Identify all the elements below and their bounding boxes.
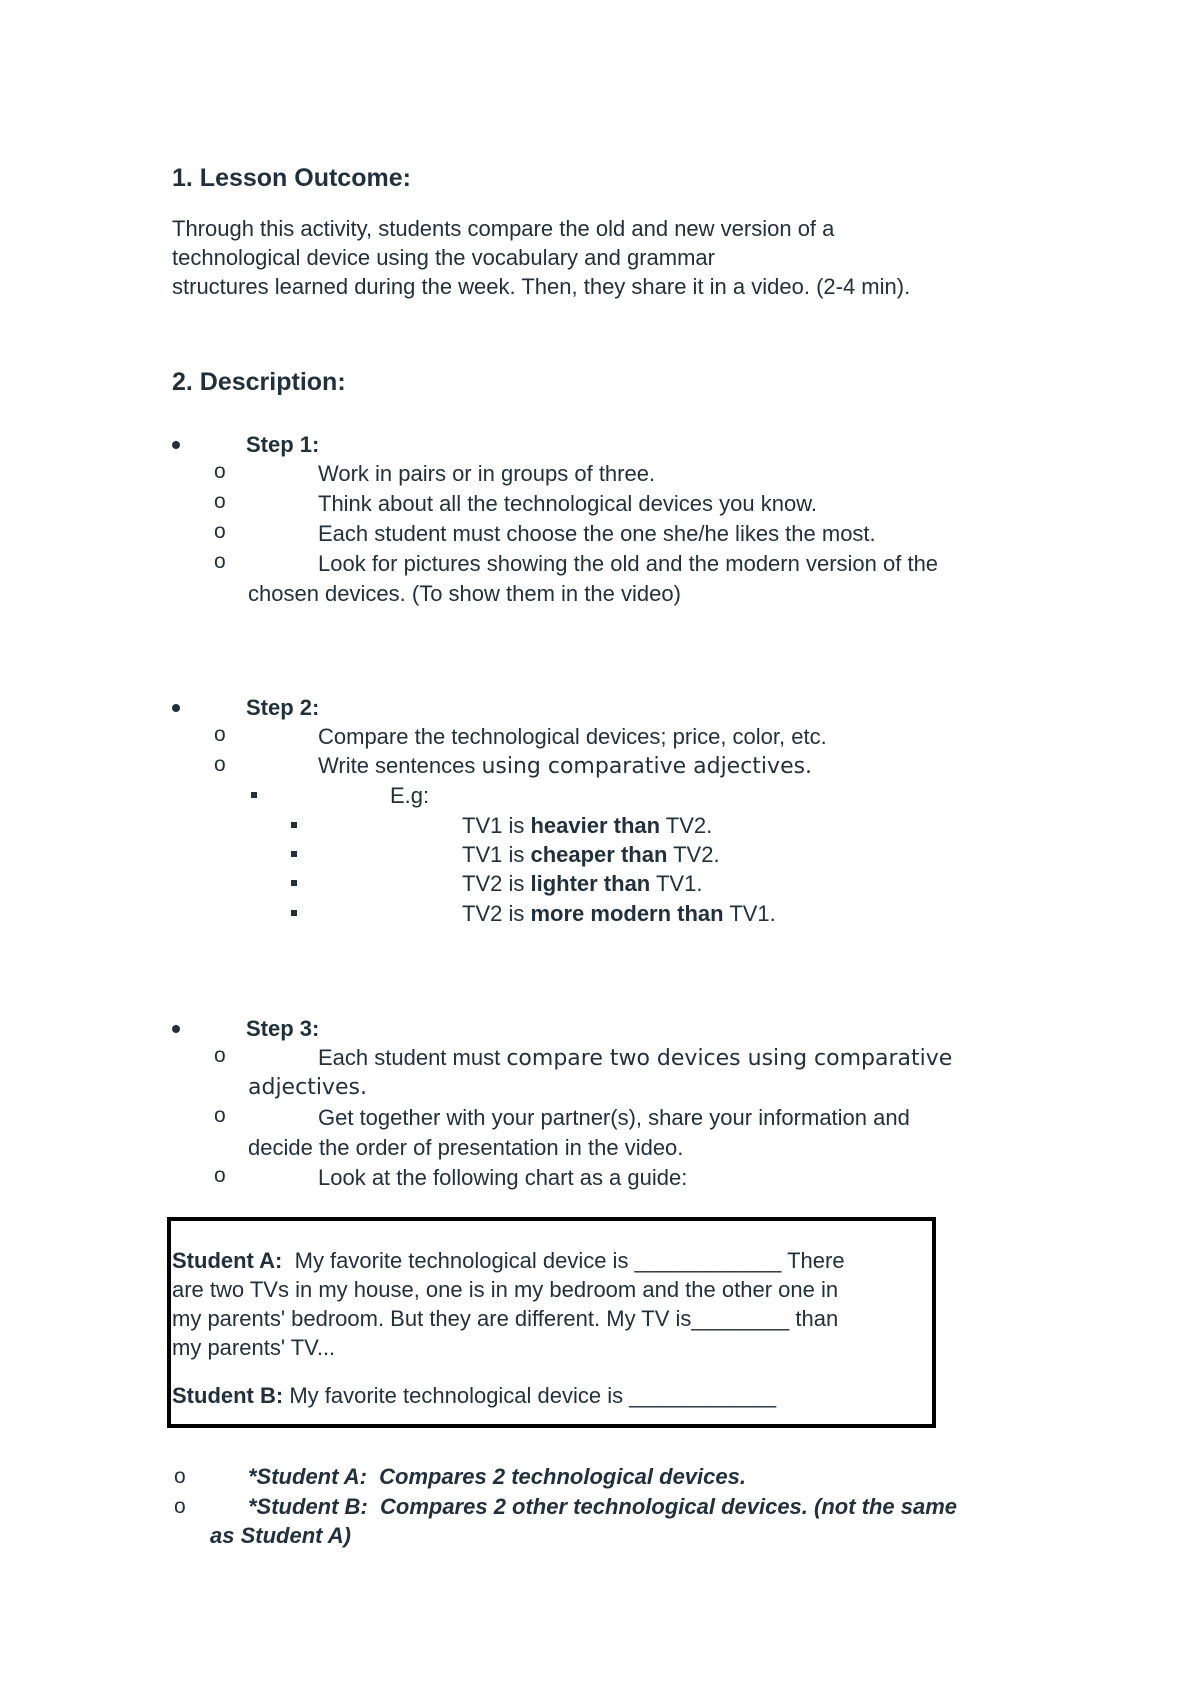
section-heading-lesson-outcome: 1. Lesson Outcome: <box>172 164 411 192</box>
student-a-label: Student A: <box>172 1248 283 1273</box>
step3-label: Step 3: <box>246 1016 320 1041</box>
bullet-disc-icon <box>172 704 180 712</box>
example-1 <box>462 811 712 840</box>
step2-eg-label: E.g: <box>390 783 430 808</box>
bullet-disc-icon <box>172 441 180 449</box>
example-text: TV1. <box>650 871 703 896</box>
example-text: TV2. <box>667 842 720 867</box>
step2-item-2-text: Write sentences <box>318 753 482 778</box>
section-heading-description: 2. Description: <box>172 368 346 396</box>
step1-item-1: Work in pairs or in groups of three. <box>318 461 656 486</box>
step1-label: Step 1: <box>246 432 320 457</box>
bullet-square-icon <box>291 910 297 916</box>
student-b-line <box>172 1381 776 1410</box>
step2-item-2 <box>318 751 812 781</box>
student-b-label: Student B: <box>172 1383 284 1408</box>
student-b-text: My favorite technological device is ____________ <box>283 1383 777 1408</box>
step2-label: Step 2: <box>246 695 320 720</box>
step3-item-1-text: Each student must <box>318 1045 507 1070</box>
bullet-ring-icon: o <box>214 550 226 573</box>
student-a-text: My favorite technological device is ____________ There <box>282 1248 845 1273</box>
step3-item-1 <box>318 1043 952 1073</box>
example-comparative: lighter than <box>530 871 651 896</box>
step3-item-1-emphasis: compare two devices using comparative <box>506 1046 953 1071</box>
bullet-ring-icon: o <box>214 1104 226 1127</box>
example-2 <box>462 840 720 869</box>
step3-item-2: Get together with your partner(s), share your information and <box>318 1105 910 1130</box>
step3-item-3: Look at the following chart as a guide: <box>318 1165 688 1190</box>
example-text: TV1 is <box>462 842 531 867</box>
bullet-ring-icon: o <box>174 1465 186 1488</box>
bullet-ring-icon: o <box>214 460 226 483</box>
step3-item-1-continuation: adjectives. <box>248 1075 367 1100</box>
note-student-a: *Student A: Compares 2 technological devices. <box>248 1464 746 1489</box>
bullet-ring-icon: o <box>214 1164 226 1187</box>
step3-item-2-continuation: decide the order of presentation in the video. <box>248 1135 684 1160</box>
step1-item-3: Each student must choose the one she/he likes the most. <box>318 521 876 546</box>
note-student-b: *Student B: Compares 2 other technological devices. (not the same <box>248 1494 958 1519</box>
note-student-b-continuation: as Student A) <box>210 1523 351 1548</box>
bullet-ring-icon: o <box>214 753 226 776</box>
bullet-square-icon <box>251 792 257 798</box>
outcome-line-3: structures learned during the week. Then, they share it in a video. (2-4 min). <box>172 274 911 299</box>
bullet-ring-icon: o <box>214 1044 226 1067</box>
bullet-disc-icon <box>172 1025 180 1033</box>
bullet-square-icon <box>291 880 297 886</box>
step2-item-2-emphasis: using comparative adjectives. <box>481 754 813 779</box>
bullet-ring-icon: o <box>214 490 226 513</box>
bullet-square-icon <box>291 851 297 857</box>
example-comparative: heavier than <box>530 813 661 838</box>
example-text: TV2 is <box>462 901 531 926</box>
student-a-line-1 <box>172 1246 845 1275</box>
student-a-line-4: my parents' TV... <box>172 1335 336 1360</box>
example-3 <box>462 869 702 898</box>
bullet-square-icon <box>291 822 297 828</box>
example-comparative: cheaper than <box>530 842 668 867</box>
outcome-line-2: technological device using the vocabulary and grammar <box>172 245 715 270</box>
example-comparative: more modern than <box>530 901 724 926</box>
bullet-ring-icon: o <box>214 723 226 746</box>
outcome-line-1: Through this activity, students compare the old and new version of a <box>172 216 835 241</box>
bullet-ring-icon: o <box>174 1495 186 1518</box>
step1-item-2: Think about all the technological devices you know. <box>318 491 817 516</box>
step1-item-4: Look for pictures showing the old and the modern version of the <box>318 551 939 576</box>
example-text: TV1 is <box>462 813 531 838</box>
student-a-line-2: are two TVs in my house, one is in my bedroom and the other one in <box>172 1277 839 1302</box>
bullet-ring-icon: o <box>214 520 226 543</box>
example-text: TV2 is <box>462 871 531 896</box>
step1-item-4-continuation: chosen devices. (To show them in the video) <box>248 581 681 606</box>
step2-item-1: Compare the technological devices; price, color, etc. <box>318 724 827 749</box>
example-text: TV1. <box>723 901 776 926</box>
example-4 <box>462 899 776 928</box>
student-a-line-3: my parents' bedroom. But they are different. My TV is________ than <box>172 1306 839 1331</box>
example-text: TV2. <box>660 813 713 838</box>
